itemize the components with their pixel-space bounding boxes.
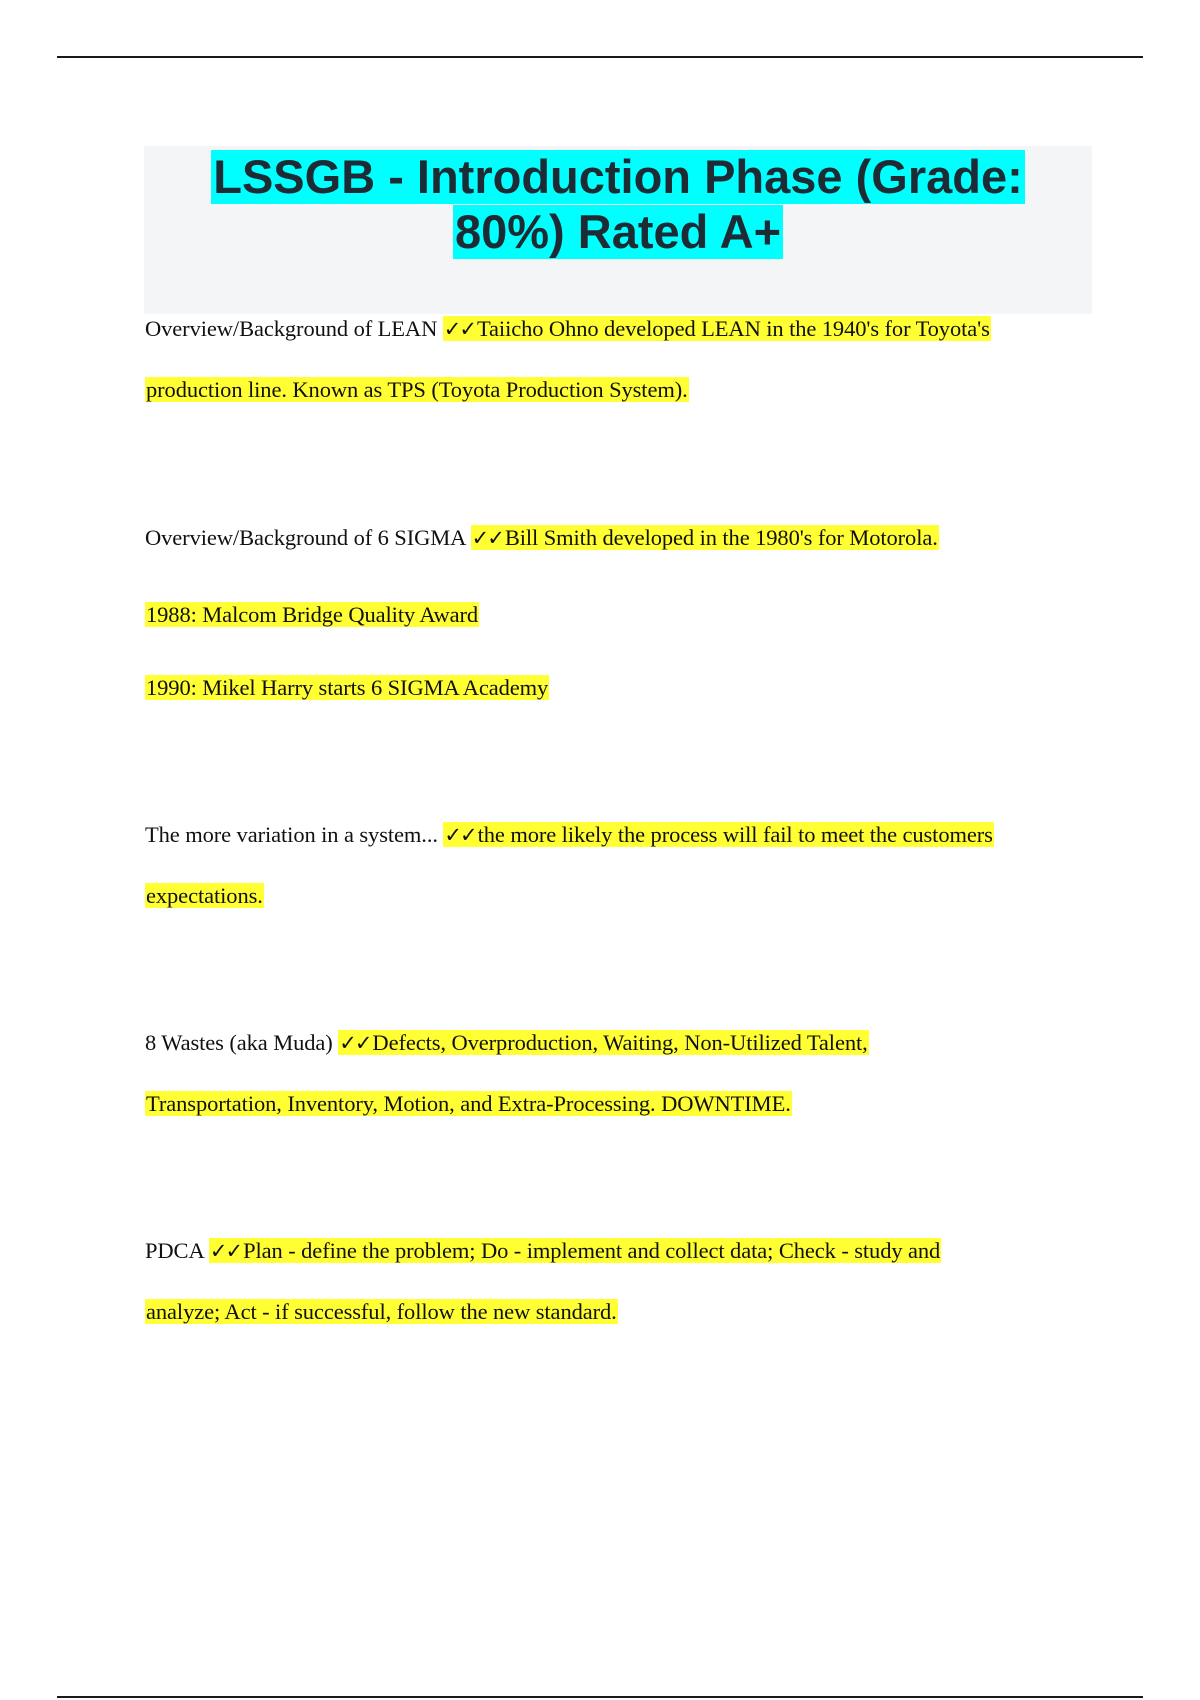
entry-6sigma-line-1 bbox=[145, 523, 939, 553]
double-check-icon: ✓✓ bbox=[444, 823, 476, 847]
entry-wastes-line-1 bbox=[145, 1028, 869, 1058]
answer-text: production line. Known as TPS (Toyota Production System). bbox=[146, 377, 688, 402]
answer-text: analyze; Act - if successful, follow the new standard. bbox=[146, 1299, 617, 1324]
double-check-icon: ✓✓ bbox=[339, 1031, 371, 1055]
answer-text: Bill Smith developed in the 1980's for Motorola. bbox=[504, 525, 938, 550]
entry-lean-line-1 bbox=[145, 314, 991, 344]
top-rule bbox=[57, 56, 1143, 58]
entry-6sigma-line-3 bbox=[145, 673, 549, 703]
answer-text: Defects, Overproduction, Waiting, Non-Utilized Talent, bbox=[372, 1030, 868, 1055]
page-title-line-2: 80%) Rated A+ bbox=[454, 205, 782, 258]
question-text: 8 Wastes (aka Muda) bbox=[145, 1030, 339, 1055]
answer-highlight bbox=[338, 1030, 868, 1055]
answer-text: 1988: Malcom Bridge Quality Award bbox=[146, 602, 479, 627]
question-text: The more variation in a system... bbox=[145, 822, 444, 847]
answer-highlight bbox=[471, 525, 939, 550]
double-check-icon: ✓✓ bbox=[209, 1239, 242, 1263]
answer-text: 1990: Mikel Harry starts 6 SIGMA Academy bbox=[146, 675, 549, 700]
question-text: PDCA bbox=[145, 1238, 209, 1263]
answer-text: Transportation, Inventory, Motion, and Extra-Processing. DOWNTIME. bbox=[146, 1091, 791, 1116]
answer-text: Plan - define the problem; Do - implement and collect data; Check - study and bbox=[243, 1238, 941, 1263]
entry-variation-line-2 bbox=[145, 881, 264, 911]
answer-highlight bbox=[209, 1238, 941, 1263]
entry-6sigma-line-2 bbox=[145, 600, 479, 630]
double-check-icon: ✓✓ bbox=[471, 526, 503, 550]
title-block bbox=[144, 146, 1092, 314]
entry-pdca-line-1 bbox=[145, 1236, 941, 1266]
answer-highlight bbox=[443, 822, 993, 847]
question-text: Overview/Background of 6 SIGMA bbox=[145, 525, 471, 550]
answer-text: expectations. bbox=[146, 883, 263, 908]
entry-pdca-line-2 bbox=[145, 1297, 618, 1327]
entry-wastes-line-2 bbox=[145, 1089, 792, 1119]
answer-text: Taiicho Ohno developed LEAN in the 1940's for Toyota's bbox=[476, 316, 990, 341]
entry-lean-line-2 bbox=[145, 375, 689, 405]
double-check-icon: ✓✓ bbox=[443, 317, 475, 341]
question-text: Overview/Background of LEAN bbox=[145, 316, 443, 341]
answer-highlight bbox=[443, 316, 991, 341]
entry-variation-line-1 bbox=[145, 820, 994, 850]
answer-text: the more likely the process will fail to meet the customers bbox=[477, 822, 993, 847]
bottom-rule bbox=[57, 1696, 1143, 1698]
page-title-line-1: LSSGB - Introduction Phase (Grade: bbox=[213, 150, 1023, 203]
